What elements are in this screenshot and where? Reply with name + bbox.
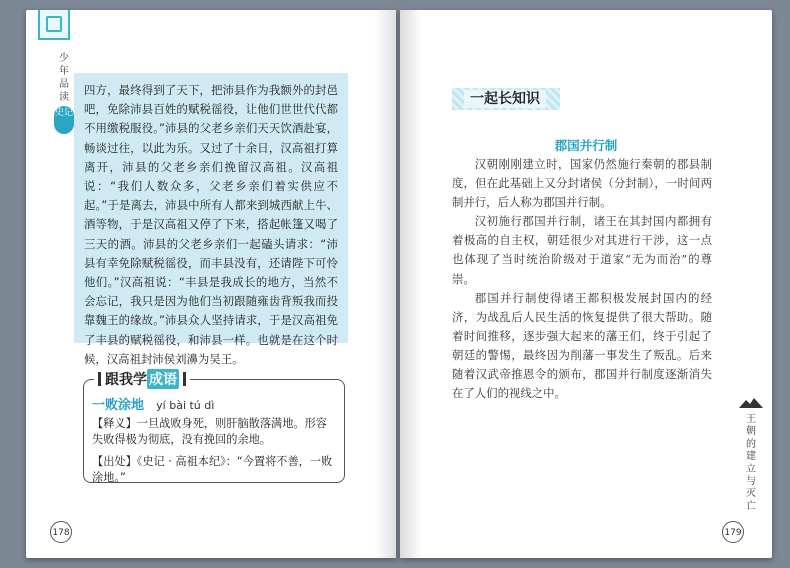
series-badge: 史记 (54, 106, 74, 134)
spine-shadow (374, 10, 396, 558)
page-number: 178 (50, 521, 72, 543)
idiom-header (94, 369, 190, 389)
series-title: 少年品读 (59, 53, 69, 103)
spine-shadow (400, 10, 422, 558)
corner-ornament-icon (38, 10, 70, 40)
bracket-bar-icon (183, 372, 186, 386)
bracket-bar-icon (98, 372, 101, 386)
right-page (400, 10, 772, 558)
idiom-box (83, 372, 345, 484)
left-page (26, 10, 396, 558)
knowledge-text (452, 155, 712, 403)
idiom-source: 【出处】《史记 · 高祖本纪》：“今置将不善，一败涂地。” (92, 455, 333, 484)
side-title: 王朝的建立与灭亡 (746, 414, 756, 512)
mountain-ornament-icon (738, 396, 764, 410)
knowledge-paragraph: 汉初施行郡国并行制，诸王在其封国内都拥有着极高的自主权，朝廷很少对其进行干涉，这一点也体现了当时统治阶级对于道家“无为而治”的尊崇。 (452, 214, 712, 286)
knowledge-paragraph: 郡国并行制使得诸王都积极发展封国内的经济，为战乱后人民生活的恢复提供了很大帮助。随着时间推移，逐步强大起来的藩王们，终于引起了朝廷的警惕，最终因为削藩一事发生了叛乱。后来随着汉武帝推恩令的颁布，郡国并行制度逐渐消失在了人们的视线之中。 (452, 290, 712, 401)
page-number: 179 (722, 521, 744, 543)
idiom-word: 一败涂地 (92, 398, 145, 413)
idiom-pinyin: yí bài tú dì (156, 399, 215, 412)
knowledge-paragraph: 汉朝刚刚建立时，国家仍然施行秦朝的郡县制度，但在此基础上又分封诸侯（分封制），一时间两制并行，后人称为郡国并行制。 (452, 157, 712, 210)
idiom-header-prefix: 跟我学 (105, 372, 147, 388)
section-heading: 郡国并行制 (554, 138, 618, 153)
story-box (74, 73, 348, 366)
idiom-meaning: 【释义】一旦战败身死，则肝脑散落满地。形容失败得极为彻底，没有挽回的余地。 (92, 417, 327, 446)
idiom-header-highlight: 成语 (147, 369, 179, 389)
story-text: 四方，最终得到了天下，把沛县作为我额外的封邑吧，免除沛县百姓的赋税徭役，让他们世世代代都不用缴税服役。”沛县的父老乡亲们天天饮酒赴宴，畅谈过往，以此为乐。又过了十余日，汉高祖打算离开，沛县的父老乡亲们挽留汉高祖。汉高祖说：“我们人数众多，父老乡亲们着实供应不起。”于是离去，沛县中所有人都来到城西献上牛、酒等物，于是汉高祖又停了下来，搭起帐篷又喝了三天的酒。沛县的父老乡亲们一起磕头请求：“沛县有幸免除赋税徭役，而丰县没有，还请陛下可怜他们。”汉高祖说：“丰县是我成长的地方，当然不会忘记，我只是因为他们当初跟随雍齿背叛我而投靠魏王的缘故。”沛县众人坚持请求，于是汉高祖免了丰县的赋税徭役，和沛县一样。也就是在这个时候，汉高祖封沛侯刘濞为吴王。 (84, 83, 338, 366)
idiom-title-row (92, 394, 214, 413)
knowledge-label: 一起长知识 (464, 90, 546, 108)
